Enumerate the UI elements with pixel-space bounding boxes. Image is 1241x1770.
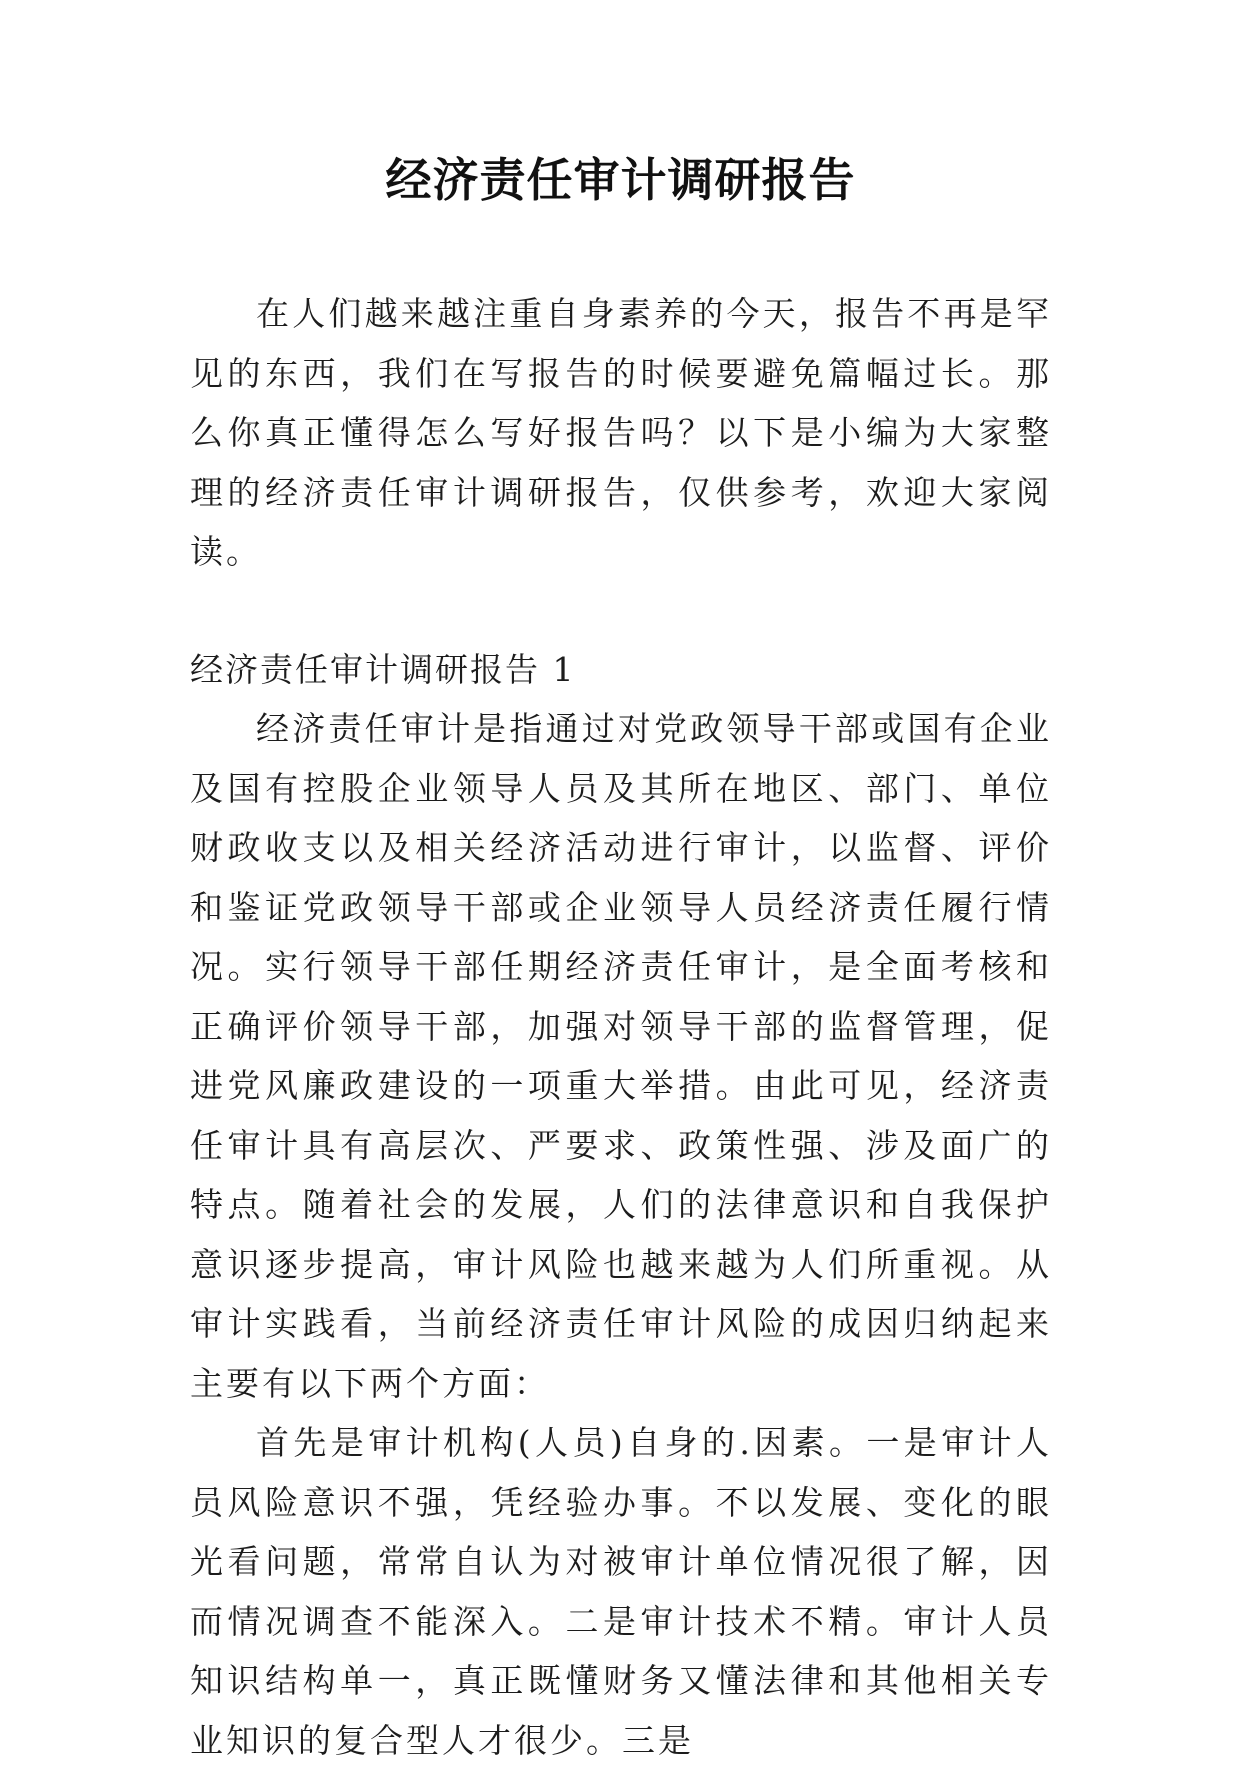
document-body bbox=[190, 284, 1052, 1770]
intro-paragraph: 在人们越来越注重自身素养的今天，报告不再是罕见的东西，我们在写报告的时候要避免篇幅过长。那么你真正懂得怎么写好报告吗？以下是小编为大家整理的经济责任审计调研报告，仅供参考，欢迎大家阅读。 bbox=[190, 294, 1052, 571]
document-title: 经济责任审计调研报告 bbox=[385, 153, 856, 207]
body-paragraph: 首先是审计机构(人员)自身的.因素。一是审计人员风险意识不强，凭经验办事。不以发展、变化的眼光看问题，常常自认为对被审计单位情况很了解，因而情况调查不能深入。二是审计技术不精。审计人员知识结构单一，真正既懂财务又懂法律和其他相关专业知识的复合型人才很少。三是 bbox=[190, 1423, 1052, 1760]
body-paragraph: 经济责任审计是指通过对党政领导干部或国有企业及国有控股企业领导人员及其所在地区、部门、单位财政收支以及相关经济活动进行审计，以监督、评价和鉴证党政领导干部或企业领导人员经济责任履行情况。实行领导干部任期经济责任审计，是全面考核和正确评价领导干部，加强对领导干部的监督管理，促进党风廉政建设的一项重大举措。由此可见，经济责任审计具有高层次、严要求、政策性强、涉及面广的特点。随着社会的发展，人们的法律意识和自我保护意识逐步提高，审计风险也越来越为人们所重视。从审计实践看，当前经济责任审计风险的成因归纳起来主要有以下两个方面： bbox=[190, 709, 1052, 1403]
section-heading: 经济责任审计调研报告 1 bbox=[190, 649, 576, 689]
